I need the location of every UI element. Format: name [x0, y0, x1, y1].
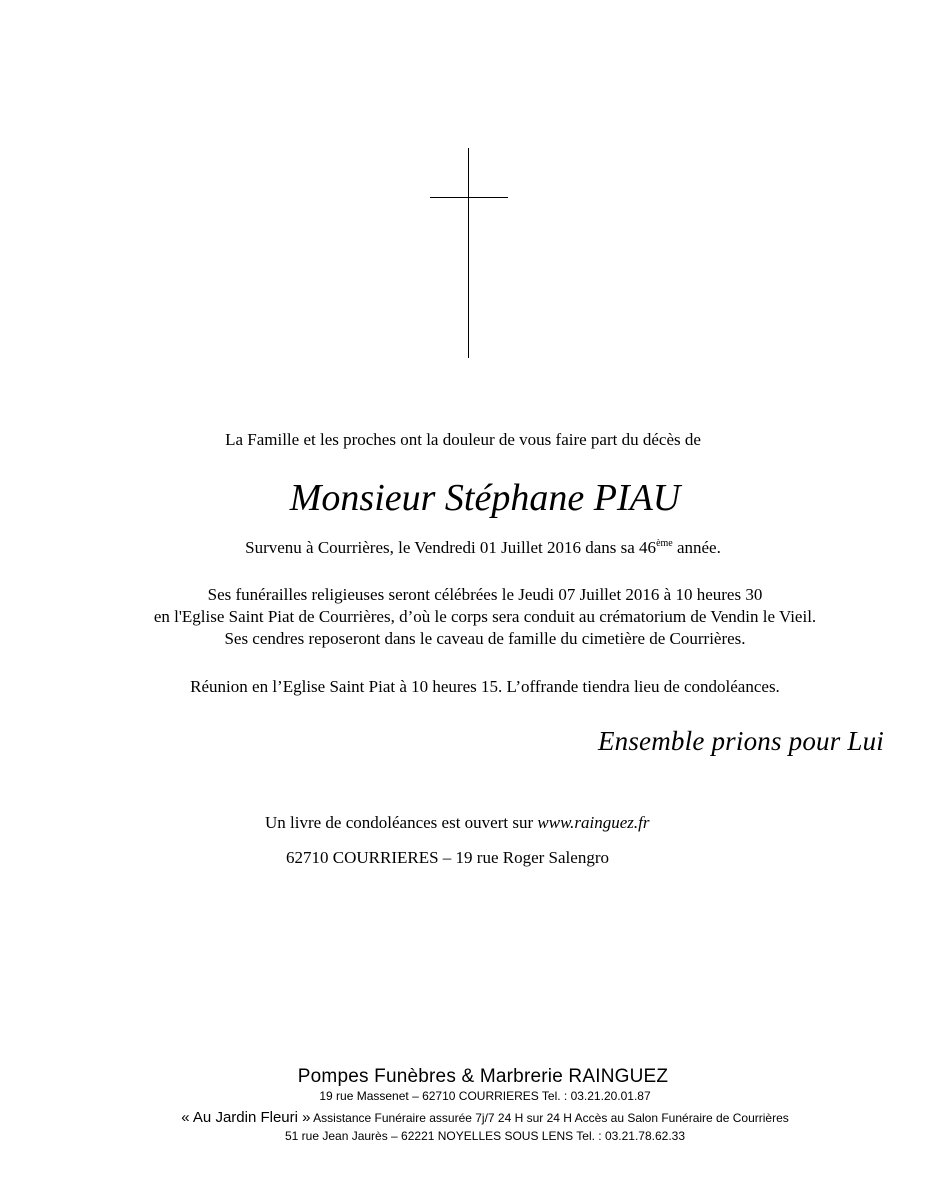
condolences-address: 62710 COURRIERES – 19 rue Roger Salengro — [286, 848, 609, 867]
deceased-name: Monsieur Stéphane PIAU — [289, 477, 681, 519]
survenu-main: Survenu à Courrières, le Vendredi 01 Juillet 2016 dans sa 46 — [245, 538, 657, 557]
survenu-end: année. — [672, 538, 721, 557]
footer-line-1: 19 rue Massenet – 62710 COURRIERES Tel. : 03.21.20.01.87 — [319, 1089, 651, 1103]
footer-line-3: 51 rue Jean Jaurès – 62221 NOYELLES SOUS LENS Tel. : 03.21.78.62.33 — [284, 1129, 686, 1143]
intro-text: La Famille et les proches ont la douleur de vous faire part du décès de — [225, 430, 701, 449]
cross-horizontal-bar — [430, 197, 508, 198]
condolences-label: Un livre de condoléances est ouvert sur — [265, 813, 538, 832]
condolences-text — [265, 813, 649, 833]
funerals-line-2: en l'Eglise Saint Piat de Courrières, d’où le corps sera conduit au crématorium de Vendin le Vieil. — [153, 607, 817, 626]
survenu-superscript: ème — [656, 538, 673, 549]
footer-line-2-rest: Assistance Funéraire assurée 7j/7 24 H sur 24 H Accès au Salon Funéraire de Courrières — [310, 1111, 789, 1125]
jardin-fleuri-label: « Au Jardin Fleuri » — [181, 1109, 311, 1126]
reunion-text: Réunion en l’Eglise Saint Piat à 10 heures 15. L’offrande tiendra lieu de condoléances. — [190, 677, 780, 696]
prayer-text: Ensemble prions pour Lui — [597, 726, 884, 756]
survenu-text — [10, 538, 946, 558]
footer-line-2 — [12, 1109, 946, 1126]
funerals-line-1: Ses funérailles religieuses seront célébrées le Jeudi 07 Juillet 2016 à 10 heures 30 — [207, 585, 763, 604]
cross-vertical-bar — [468, 148, 469, 358]
company-name: Pompes Funèbres & Marbrerie RAINGUEZ — [297, 1066, 669, 1087]
funerals-line-3: Ses cendres reposeront dans le caveau de famille du cimetière de Courrières. — [224, 629, 746, 648]
condolences-url-link[interactable]: www.rainguez.fr — [537, 813, 650, 832]
